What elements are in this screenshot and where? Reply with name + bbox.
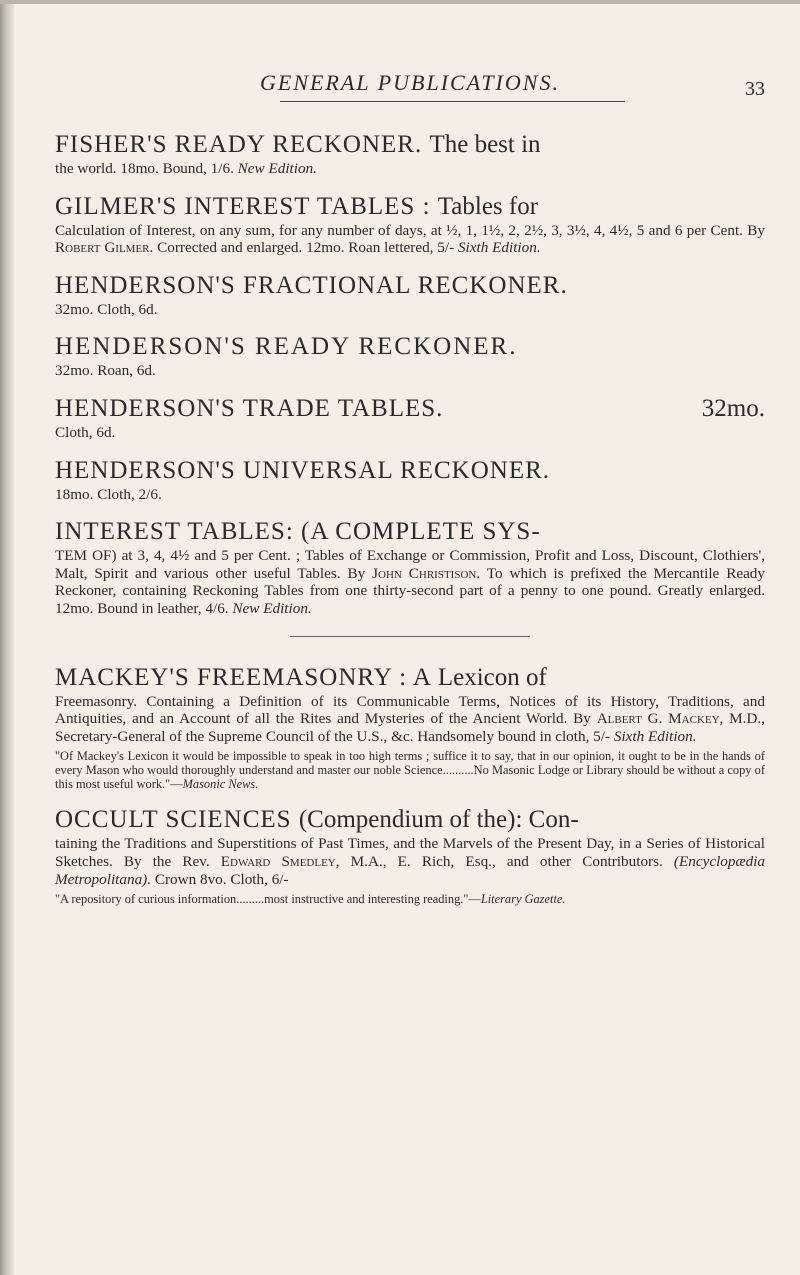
entry-description: taining the Traditions and Superstitions of Past Times, and the Marvels of the Present Day, in a Series of Historical Sketches. By the Rev. Edward Smedley, M.A., E. Rich, Esq., and other Contributors. (Encyclopædia Metropolitana). Crown 8vo. Cloth, 6/- — [55, 835, 766, 888]
entry-description: Freemasonry. Containing a Definition of its Communicable Terms, Notices of its History, Traditions, and Antiquities, and an Account of all the Rites and Mysteries of the Ancient World. By Albert G. Mackey, M.D., Secretary-General of the Supreme Council of the U.S., &c. Handsomely bound in cloth, 5/- Sixth Edition. — [55, 692, 766, 745]
entry-title: INTEREST TABLES: (A COMPLETE SYS- — [55, 518, 541, 546]
entry-mackey-freemasonry — [55, 663, 765, 792]
review-source: Masonic News. — [182, 777, 259, 792]
section-divider — [290, 636, 530, 637]
entry-description: 32mo. Cloth, 6d. — [55, 300, 158, 318]
entry-title: HENDERSON'S READY RECKONER. — [55, 333, 518, 361]
entry-description: the world. 18mo. Bound, 1/6. New Edition. — [55, 160, 317, 177]
entry-interest-tables — [55, 517, 765, 617]
entry-henderson-universal-reckoner — [55, 456, 765, 504]
review-source: Literary Gazette. — [480, 892, 566, 907]
entry-henderson-fractional-reckoner — [55, 271, 765, 319]
running-title: GENERAL PUBLICATIONS. — [260, 70, 560, 95]
author-name: John Christison. — [372, 564, 481, 582]
book-spine-shadow — [0, 0, 14, 1275]
page-number: 33 — [745, 78, 765, 100]
entry-description: TEM OF) at 3, 4, 4½ and 5 per Cent. ; Tables of Exchange or Commission, Profit and Loss, Discount, Clothiers', Malt, Spirit and various other useful Tables. By John Christison. To which is prefixed the Mercantile Ready Reckoner, containing Reckoning Tables from one thirty-second part of a penny to one pound. Greatly enlarged. 12mo. Bound in leather, 4/6. New Edition. — [55, 547, 765, 617]
running-head-rule — [280, 101, 625, 102]
page-top-edge — [0, 0, 800, 4]
entry-title: HENDERSON'S FRACTIONAL RECKONER. — [55, 271, 568, 299]
entry-henderson-ready-reckoner — [55, 332, 765, 380]
entry-description: Calculation of Interest, on any sum, for any number of days, at ½, 1, 1½, 2, 2½, 3, 3½, 4, 4½, 5 and 6 per Cent. By Robert Gilmer. Corrected and enlarged. 12mo. Roan lettered, 5/- Sixth Edition. — [55, 221, 765, 257]
entry-title: FISHER'S READY RECKONER. The best in — [55, 131, 541, 158]
entry-description: 32mo. Roan, 6d. — [55, 362, 156, 380]
entry-title: HENDERSON'S TRADE TABLES. 32mo. — [55, 394, 765, 422]
entry-fisher-ready-reckoner — [55, 130, 765, 178]
review-quote: "A repository of curious information.........most instructive and interesting reading."—Literary Gazette. — [55, 892, 566, 907]
entry-title: OCCULT SCIENCES (Compendium of the): Con- — [55, 806, 579, 834]
entry-henderson-trade-tables — [55, 394, 765, 442]
catalogue-page — [55, 60, 765, 920]
entry-title: GILMER'S INTEREST TABLES : Tables for — [55, 192, 539, 220]
entry-occult-sciences — [55, 805, 765, 906]
running-head — [55, 60, 765, 100]
entry-gilmer-interest-tables — [55, 192, 765, 257]
entry-description: 18mo. Cloth, 2/6. — [55, 485, 162, 503]
entry-title: MACKEY'S FREEMASONRY : A Lexicon of — [55, 663, 547, 691]
entry-description: Cloth, 6d. — [55, 423, 116, 441]
author-name: Edward Smedley, — [220, 852, 340, 870]
author-name: Robert Gilmer. — [55, 239, 154, 257]
author-name: Albert G. Mackey, — [596, 710, 724, 728]
review-quote: "Of Mackey's Lexicon it would be impossible to speak in too high terms ; suffice it to say, that in our opinion, it ought to be in the hands of every Mason who would thoroughly understand and master our noble Science..........No Masonic Lodge or Library should be without a copy of this most useful work."—Masonic News. — [55, 749, 765, 792]
entry-title: HENDERSON'S UNIVERSAL RECKONER. — [55, 456, 551, 484]
